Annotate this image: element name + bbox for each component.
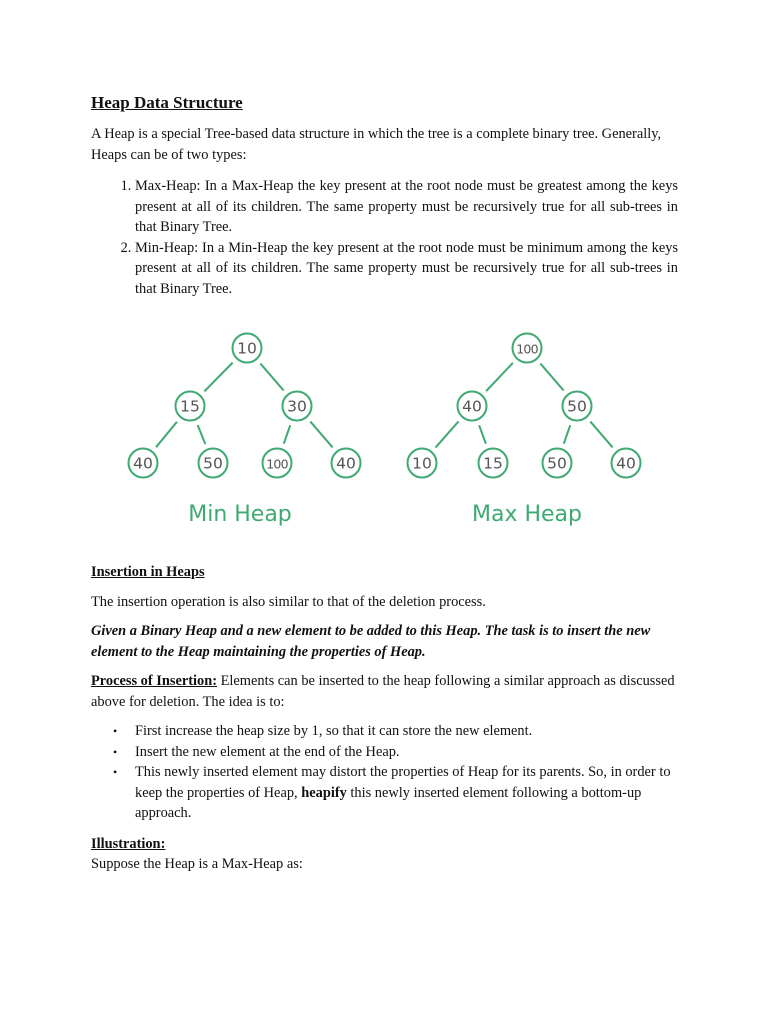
tree-nodes [129, 334, 641, 478]
task-statement: Given a Binary Heap and a new element to be added to this Heap. The task is to insert the new element to the Heap maintaining the properties of Heap. [91, 623, 651, 660]
insertion-steps-list [91, 721, 678, 824]
node-value: 40 [616, 454, 636, 473]
heap-types-list [91, 176, 678, 299]
tree-node [332, 449, 361, 478]
process-lead: Process of Insertion: [91, 673, 218, 689]
insertion-heading: Insertion in Heaps [91, 564, 205, 580]
tree-edges [156, 363, 613, 448]
step-text-bold: heapify [301, 784, 347, 801]
heap-figure [91, 320, 678, 552]
tree-edge [198, 425, 206, 444]
tree-edge [156, 422, 177, 447]
process-text: Elements can be inserted to the heap following a similar approach as discussed above for deletion. The idea is to: [91, 673, 675, 710]
node-value: 10 [237, 339, 257, 358]
heap-diagram [0, 320, 768, 552]
tree-node [176, 392, 205, 421]
illustration-text: Suppose the Heap is a Max-Heap as: [91, 856, 303, 872]
node-value: 10 [412, 454, 432, 473]
node-value: 100 [516, 341, 538, 357]
bullet-icon: • [113, 744, 118, 759]
node-value: 30 [287, 397, 307, 416]
tree-node [408, 449, 437, 478]
illustration-heading: Illustration: [91, 835, 166, 852]
list-item [113, 742, 678, 763]
document-page [91, 92, 678, 875]
node-value: 50 [547, 454, 567, 473]
process-paragraph [91, 671, 678, 712]
node-value: 15 [180, 397, 200, 416]
tree-node [513, 334, 542, 363]
bullet-icon: • [113, 724, 118, 738]
tree-node [458, 392, 487, 421]
step-text-pre: This newly inserted element may distort the properties of Heap for its parents. So, in order to keep the properties of Heap, [135, 764, 671, 801]
page-title: Heap Data Structure [91, 93, 243, 112]
tree-node [129, 449, 158, 478]
step-text-post: this newly inserted element following a bottom-up approach. [135, 784, 642, 821]
tree-node [563, 392, 592, 421]
node-value: 50 [203, 454, 223, 473]
node-value: 40 [462, 397, 482, 416]
max-heap-caption: Max Heap [472, 502, 582, 527]
tree-edge [260, 364, 283, 391]
tree-edge [564, 425, 570, 443]
tree-node [199, 449, 228, 478]
intro-paragraph: A Heap is a special Tree-based data structure in which the tree is a complete binary tree. Generally, Heaps can be of two types: [91, 126, 662, 163]
node-value: 40 [133, 454, 153, 473]
tree-node [263, 449, 292, 478]
tree-node [612, 449, 641, 478]
tree-edge [590, 422, 612, 448]
node-value: 40 [336, 454, 356, 473]
tree-node [233, 334, 262, 363]
node-value: 100 [266, 456, 288, 472]
bullet-icon: • [113, 765, 118, 779]
list-item [113, 762, 678, 824]
min-heap-caption: Min Heap [188, 502, 292, 527]
tree-edge [479, 425, 486, 444]
list-item [113, 721, 678, 742]
step-text: First increase the heap size by 1, so that it can store the new element. [135, 723, 533, 739]
tree-edge [540, 364, 563, 391]
tree-node [543, 449, 572, 478]
tree-edge [310, 422, 332, 448]
node-value: 50 [567, 397, 587, 416]
list-item: 1. Max-Heap: In a Max-Heap the key present at the root node must be greatest among the keys present at all of its children. The same property must be recursively true for all sub-trees in that Binary Tree. [135, 176, 678, 238]
tree-edge [284, 425, 290, 443]
tree-edge [204, 363, 232, 392]
tree-edge [436, 421, 459, 447]
insertion-paragraph: The insertion operation is also similar to that of the deletion process. [91, 593, 486, 610]
node-value: 15 [483, 454, 503, 473]
tree-node [479, 449, 508, 478]
tree-edge [486, 363, 513, 391]
step-text: Insert the new element at the end of the Heap. [135, 743, 400, 760]
tree-node [283, 392, 312, 421]
list-item: 2. Min-Heap: In a Min-Heap the key present at the root node must be minimum among the keys present at all of its children. The same property must be recursively true for all sub-trees in that Binary Tree. [135, 238, 678, 300]
